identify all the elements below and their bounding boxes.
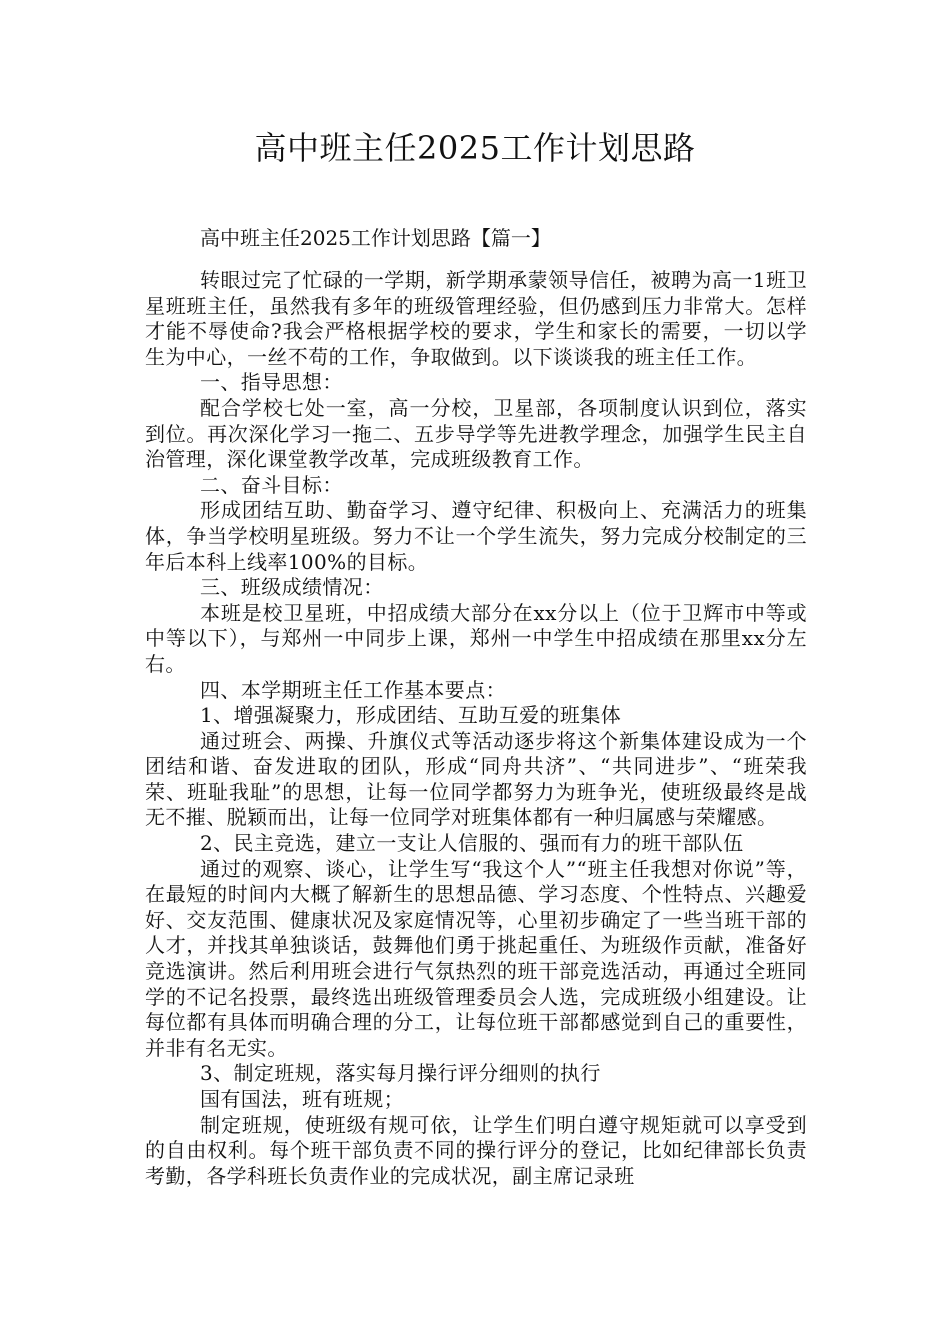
paragraph: 本班是校卫星班，中招成绩大部分在xx分以上（位于卫辉市中等或中等以下），与郑州一中同步上课，郑州一中学生中招成绩在那里xx分左右。	[145, 600, 807, 676]
paragraph: 制定班规，使班级有规可依，让学生们明白遵守规矩就可以享受到的自由权利。每个班干部负责不同的操行评分的登记，比如纪律部长负责考勤，各学科班长负责作业的完成状况，副主席记录班	[145, 1112, 807, 1188]
paragraph: 通过班会、两操、升旗仪式等活动逐步将这个新集体建设成为一个团结和谐、奋发进取的团队，形成“同舟共济”、“共同进步”、“班荣我荣、班耻我耻”的思想，让每一位同学都努力为班争光，使班级最终是战无不摧、脱颖而出，让每一位同学对班集体都有一种归属感与荣耀感。	[145, 728, 807, 830]
document-subtitle: 高中班主任2025工作计划思路【篇一】	[200, 226, 551, 250]
paragraph: 形成团结互助、勤奋学习、遵守纪律、积极向上、充满活力的班集体，争当学校明星班级。努力不让一个学生流失，努力完成分校制定的三年后本科上线率100%的目标。	[145, 498, 807, 574]
paragraph: 国有国法，班有班规；	[200, 1087, 404, 1111]
subsection-heading: 3、制定班规，落实每月操行评分细则的执行	[200, 1061, 601, 1086]
section-heading: 二、奋斗目标：	[200, 472, 343, 497]
subsection-heading: 1、增强凝聚力，形成团结、互助互爱的班集体	[200, 703, 622, 728]
section-heading: 四、本学期班主任工作基本要点：	[200, 677, 506, 702]
paragraph: 通过的观察、谈心，让学生写“我这个人”“班主任我想对你说”等，在最短的时间内大概了解新生的思想品德、学习态度、个性特点、兴趣爱好、交友范围、健康状况及家庭情况等，心里初步确定了一些当班干部的人才，并找其单独谈话，鼓舞他们勇于挑起重任、为班级作贡献，准备好竞选演讲。然后利用班会进行气氛热烈的班干部竞选活动，再通过全班同学的不记名投票，最终选出班级管理委员会人选，完成班级小组建设。让每位都有具体而明确合理的分工，让每位班干部都感觉到自己的重要性，并非有名无实。	[145, 856, 807, 1060]
document-title: 高中班主任2025工作计划思路	[254, 129, 696, 167]
document-body	[145, 268, 807, 1189]
subsection-heading: 2、民主竞选，建立一支让人信服的、强而有力的班干部队伍	[200, 831, 744, 856]
paragraph: 转眼过完了忙碌的一学期，新学期承蒙领导信任，被聘为高一1班卫星班班主任，虽然我有多年的班级管理经验，但仍感到压力非常大。怎样才能不辱使命?我会严格根据学校的要求，学生和家长的需要，一切以学生为中心，一丝不苟的工作，争取做到。以下谈谈我的班主任工作。	[145, 268, 807, 369]
section-heading: 一、指导思想：	[200, 370, 343, 395]
section-heading: 三、班级成绩情况：	[200, 575, 384, 600]
paragraph: 配合学校七处一室，高一分校，卫星部，各项制度认识到位，落实到位。再次深化学习一拖二、五步导学等先进教学理念，加强学生民主自治管理，深化课堂教学改革，完成班级教育工作。	[145, 395, 807, 472]
